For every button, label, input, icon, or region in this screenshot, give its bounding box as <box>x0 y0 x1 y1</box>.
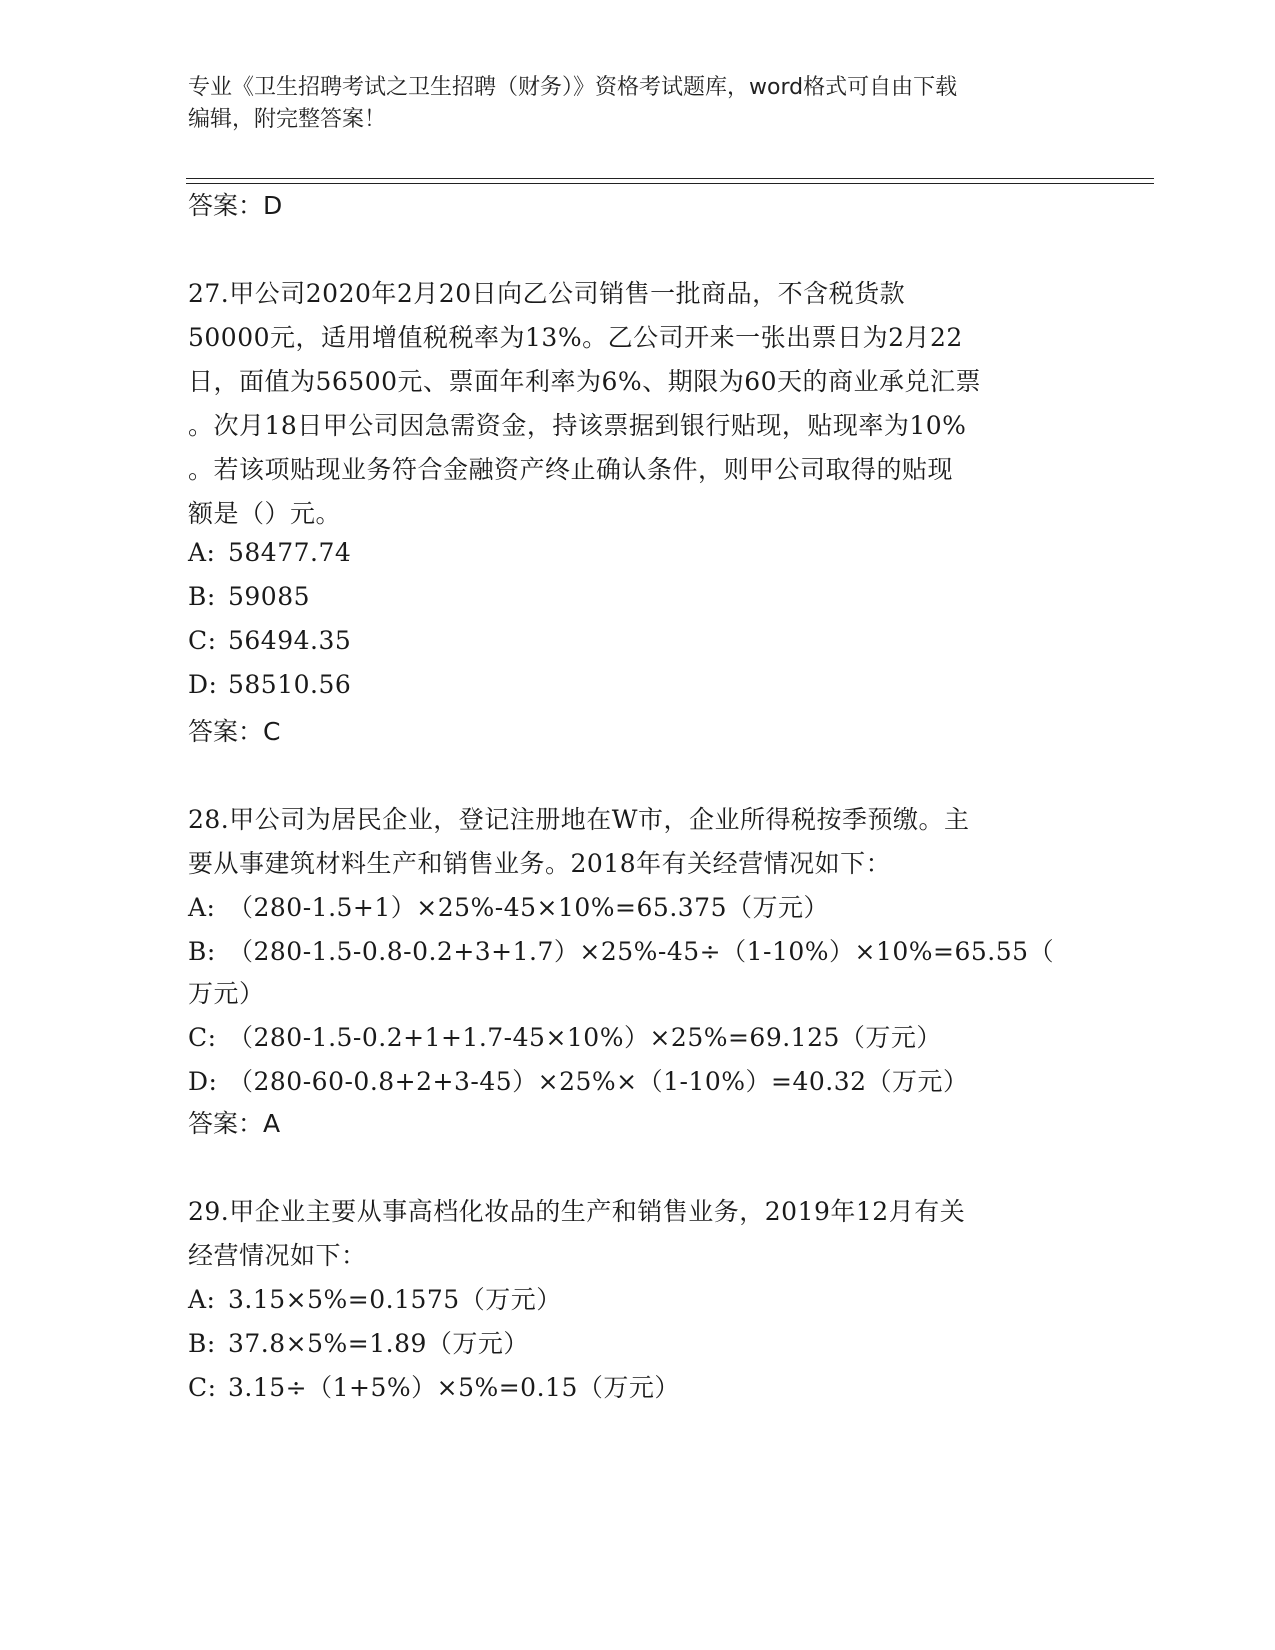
header-divider-bottom <box>186 183 1154 184</box>
question-27-line-6: 额是（）元。 <box>188 499 342 528</box>
question-29-line-2: 经营情况如下： <box>188 1241 367 1270</box>
previous-answer: 答案：D <box>188 191 283 220</box>
question-27-line-2: 50000元，适用增值税税率为13%。乙公司开来一张出票日为2月22 <box>188 323 963 352</box>
question-28-option-d: D: （280-60-0.8+2+3-45）×25%×（1-10%）=40.32（万元） <box>188 1067 969 1096</box>
header-divider-top <box>186 178 1154 179</box>
question-29-option-b: B: 37.8×5%=1.89（万元） <box>188 1329 529 1358</box>
question-27-option-a: A: 58477.74 <box>188 538 352 567</box>
question-27-answer: 答案：C <box>188 717 281 746</box>
question-28-answer: 答案：A <box>188 1109 281 1138</box>
question-28-line-2: 要从事建筑材料生产和销售业务。2018年有关经营情况如下： <box>188 849 892 878</box>
question-28-option-c: C: （280-1.5-0.2+1+1.7-45×10%）×25%=69.125（万元） <box>188 1023 942 1052</box>
question-29-option-c: C: 3.15÷（1+5%）×5%=0.15（万元） <box>188 1373 680 1402</box>
question-29-line-1: 29.甲企业主要从事高档化妆品的生产和销售业务，2019年12月有关 <box>188 1197 966 1226</box>
question-28-option-a: A: （280-1.5+1）×25%-45×10%=65.375（万元） <box>188 893 829 922</box>
question-27-option-c: C: 56494.35 <box>188 626 352 655</box>
question-27-line-5: 。若该项贴现业务符合金融资产终止确认条件，则甲公司取得的贴现 <box>188 455 954 484</box>
question-27-line-4: 。次月18日甲公司因急需资金，持该票据到银行贴现，贴现率为10% <box>188 411 967 440</box>
question-29-option-a: A: 3.15×5%=0.1575（万元） <box>188 1285 562 1314</box>
question-28-line-1: 28.甲公司为居民企业，登记注册地在W市，企业所得税按季预缴。主 <box>188 805 970 834</box>
question-28-option-b: B: （280-1.5-0.8-0.2+3+1.7）×25%-45÷（1-10%）×10%=65.55（ <box>188 937 1055 966</box>
question-27-line-1: 27.甲公司2020年2月20日向乙公司销售一批商品，不含税货款 <box>188 279 906 308</box>
header-line-2: 编辑，附完整答案！ <box>188 107 387 132</box>
question-27-line-3: 日，面值为56500元、票面年利率为6%、期限为60天的商业承兑汇票 <box>188 367 982 396</box>
question-28-option-b-continued: 万元） <box>188 979 265 1008</box>
question-27-option-b: B: 59085 <box>188 582 311 611</box>
question-27-option-d: D: 58510.56 <box>188 670 352 699</box>
document-header <box>188 72 1088 136</box>
header-line-1: 专业《卫生招聘考试之卫生招聘（财务）》资格考试题库，word格式可自由下载 <box>188 75 958 100</box>
